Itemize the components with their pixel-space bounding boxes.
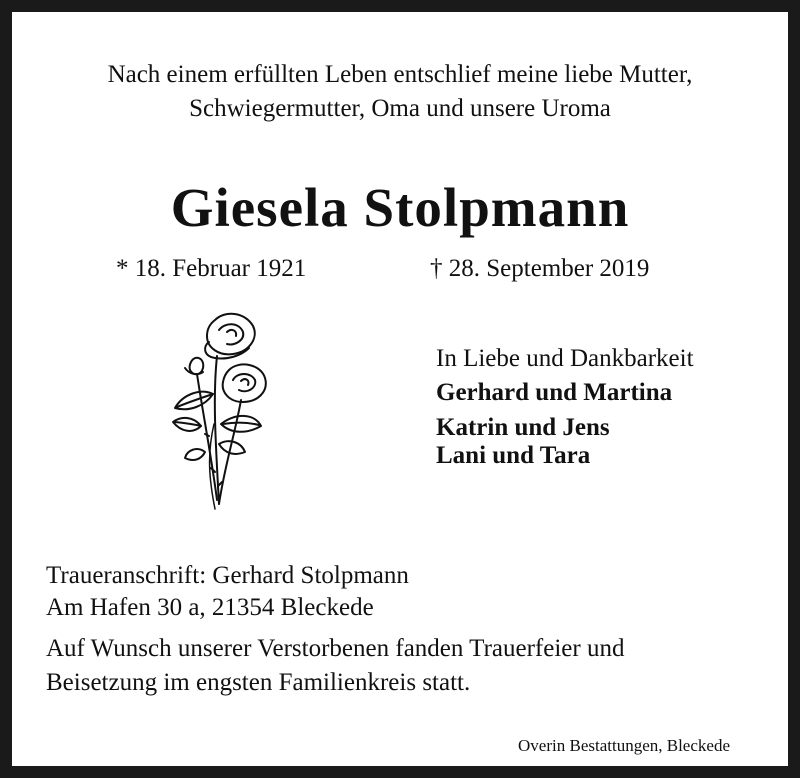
rose-icon (157, 304, 267, 514)
death-date: † 28. September 2019 (430, 255, 650, 282)
intro-text (12, 58, 788, 126)
family-name-3: Lani und Tara (436, 442, 591, 469)
mourning-address (46, 560, 409, 624)
family-block (436, 342, 694, 470)
funeral-remark (46, 632, 624, 700)
intro-line-1: Nach einem erfüllten Leben entschlief meine liebe Mutter, (107, 61, 693, 88)
deceased-name: Giesela Stolpmann (170, 177, 630, 238)
family-intro: In Liebe und Dankbarkeit (436, 345, 694, 372)
remark-line-1: Auf Wunsch unserer Verstorbenen fanden Trauerfeier und (46, 635, 625, 662)
family-name-2: Katrin und Jens (436, 414, 610, 441)
undertaker-credit: Overin Bestattungen, Bleckede (518, 736, 730, 755)
address-line-1: Traueranschrift: Gerhard Stolpmann (46, 562, 409, 589)
remark-line-2: Beisetzung im engsten Familienkreis statt. (46, 669, 471, 696)
intro-line-2: Schwiegermutter, Oma und unsere Uroma (189, 95, 611, 122)
address-line-2: Am Hafen 30 a, 21354 Bleckede (46, 594, 374, 621)
family-name-1: Gerhard und Martina (436, 379, 673, 406)
birth-date: * 18. Februar 1921 (116, 255, 307, 282)
